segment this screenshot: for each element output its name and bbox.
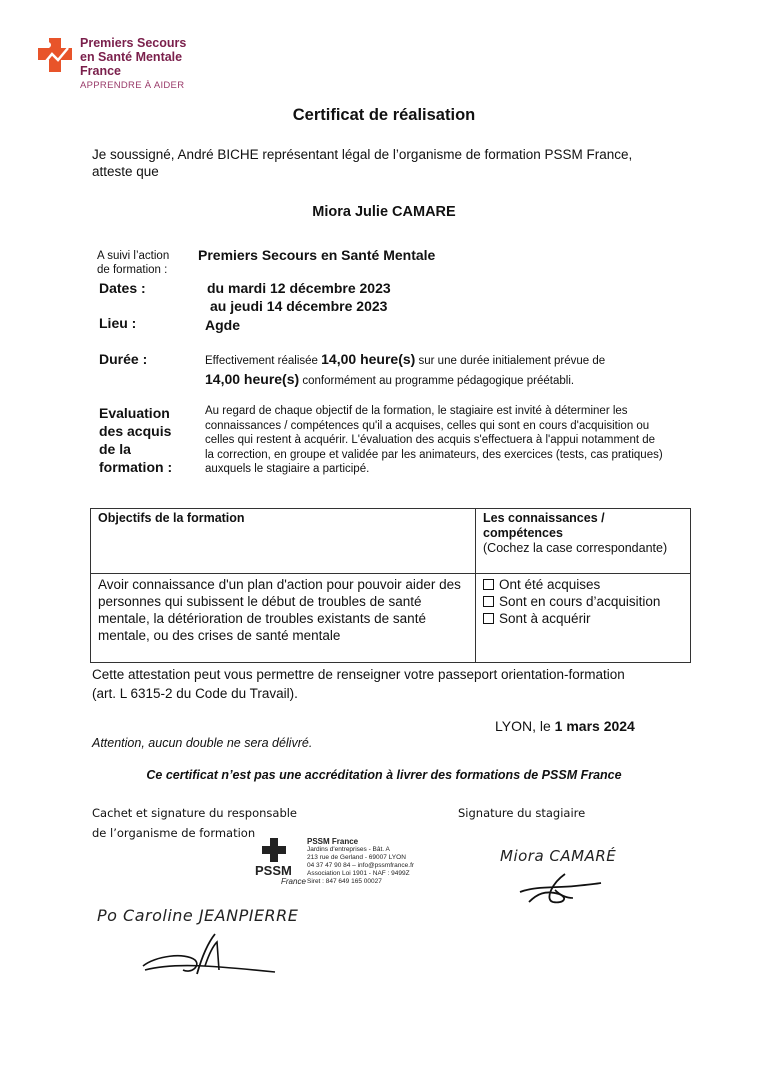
table-row <box>91 574 691 663</box>
stamp-logo-sub: France <box>281 877 306 886</box>
org-name: Premiers Secours en Santé Mentale France <box>80 36 187 78</box>
action-label: A suivi l’action de formation : <box>97 250 170 276</box>
evaluation-label: Evaluation des acquis de la formation : <box>99 405 173 475</box>
org-signature-scribble <box>135 930 285 980</box>
competence-options <box>476 574 691 663</box>
action-value: Premiers Secours en Santé Mentale <box>198 247 436 263</box>
option-in-progress[interactable]: Sont en cours d’acquisition <box>483 593 683 610</box>
duree-label: Durée : <box>99 351 148 367</box>
dates-label: Dates : <box>99 280 146 296</box>
objectives-header: Objectifs de la formation <box>91 509 476 574</box>
duree-text: Effectivement réalisée 14,00 heure(s) sur une durée initialement prévue de 14,00 heure(s) conformément au programme pédagogique préétabli. <box>205 351 606 387</box>
trainee-handwritten-name: Miora CAMARÉ <box>500 847 617 865</box>
intro-text: Je soussigné, André BICHE représentant légal de l’organisme de formation PSSM France, atteste que <box>92 147 633 179</box>
evaluation-text: Au regard de chaque objectif de la formation, le stagiaire est invité à déterminer les connaissances / compétences qu'il a acquises, celles qui sont en cours d'acquisition ou celles qui restent à acquérir. L'évaluation des acquis s'effectuera à l'appui notamment de la correction, en groupe et validée par les animateurs, des exercices (tests, cas pratiques) auxquels le stagiaire a participé. <box>205 405 663 475</box>
objective-text: Avoir connaissance d'un plan d'action pour pouvoir aider des personnes qui subissent le début de troubles de santé mentale, la détérioration de troubles existants de santé mentale, ou des crises de santé mentale <box>91 574 476 663</box>
competences-header: Les connaissances / compétences (Cochez la case correspondante) <box>476 509 691 574</box>
org-signature-label: Cachet et signature du responsable de l’organisme de formation <box>92 806 298 840</box>
trainee-signature-label: Signature du stagiaire <box>458 806 586 820</box>
trainee-name: Miora Julie CAMARE <box>312 204 456 220</box>
disclaimer: Ce certificat n’est pas une accréditation à livrer des formations de PSSM France <box>146 768 622 782</box>
stamp-cross-icon <box>261 837 287 863</box>
objectives-table <box>90 508 691 663</box>
org-handwritten-name: Po Caroline JEANPIERRE <box>97 906 299 925</box>
option-acquired[interactable]: Ont été acquises <box>483 576 683 593</box>
lieu-value: Agde <box>205 317 240 333</box>
option-to-acquire[interactable]: Sont à acquérir <box>483 610 683 627</box>
pssm-logo-icon <box>36 36 76 76</box>
lieu-label: Lieu : <box>99 315 137 331</box>
checkbox-icon[interactable] <box>483 579 494 590</box>
table-header-row <box>91 509 691 574</box>
organization-stamp <box>255 837 435 895</box>
checkbox-icon[interactable] <box>483 613 494 624</box>
dates-from: du mardi 12 décembre 2023 <box>207 280 391 296</box>
checkbox-icon[interactable] <box>483 596 494 607</box>
trainee-signature-scribble <box>515 868 605 908</box>
stamp-logo-word: PSSM <box>255 863 292 878</box>
document-title: Certificat de réalisation <box>292 106 476 124</box>
org-tagline: APPRENDRE À AIDER <box>80 80 185 91</box>
dates-to: au jeudi 14 décembre 2023 <box>210 298 388 314</box>
passport-note: Cette attestation peut vous permettre de renseigner votre passeport orientation-formation (art. L 6315-2 du Code du Travail). <box>92 667 625 701</box>
issue-date: LYON, le 1 mars 2024 <box>495 718 635 734</box>
attention-note: Attention, aucun double ne sera délivré. <box>92 736 313 750</box>
stamp-text: PSSM France Jardins d'entreprises - Bât. A 213 rue de Gerland - 69007 LYON 04 37 47 90 84 – info@pssmfrance.fr Association Loi 1901 - NAF : 9499Z Siret : 847 649 165 00027 <box>307 837 415 885</box>
